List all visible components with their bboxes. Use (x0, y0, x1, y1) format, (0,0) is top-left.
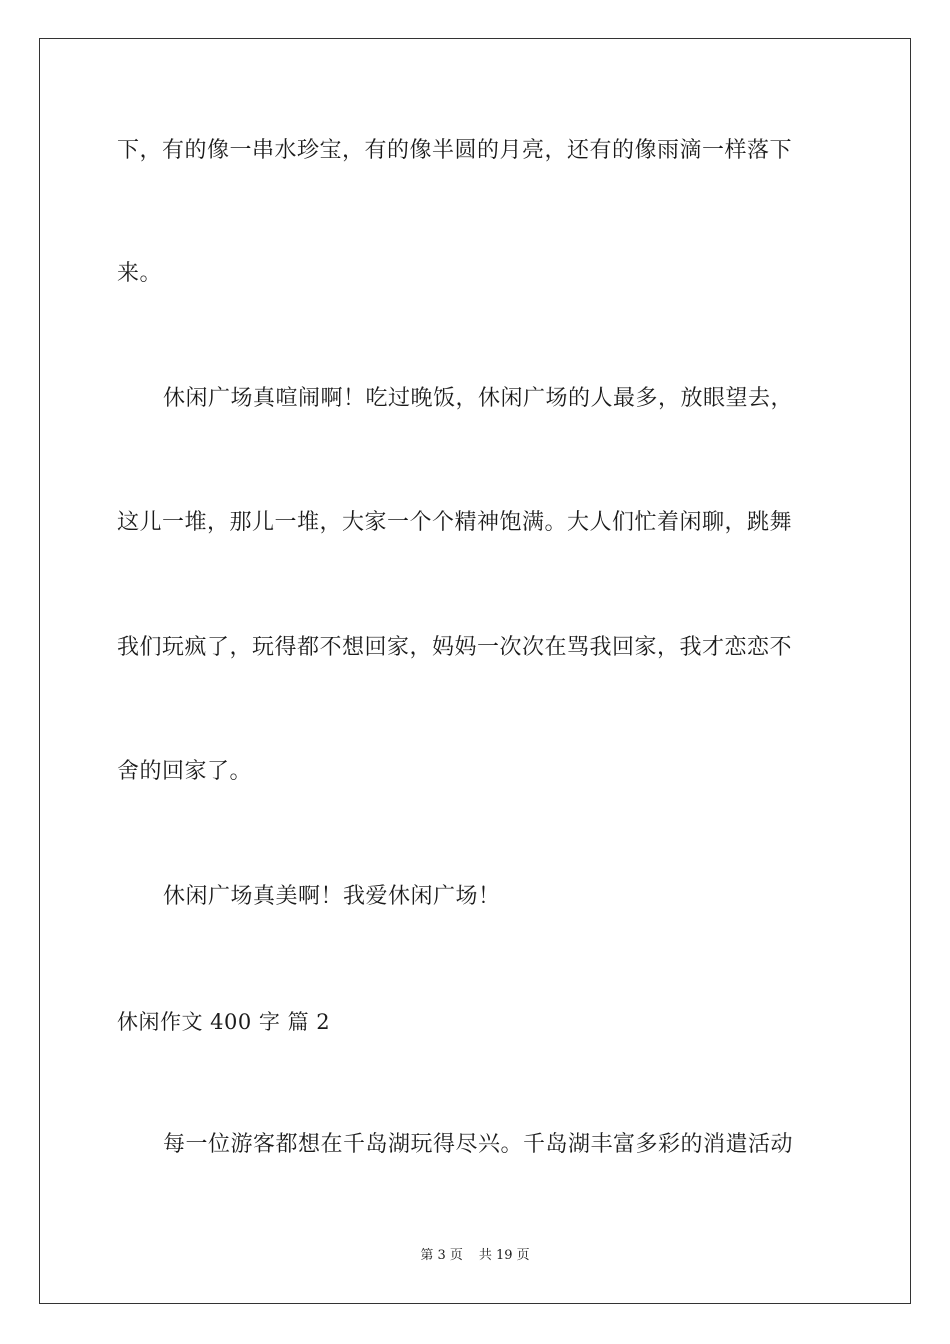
page-number-total: 共 19 页 (478, 1248, 530, 1263)
page-footer (0, 1247, 950, 1265)
paragraph-line: 休闲广场真美啊！我爱休闲广场！ (163, 884, 501, 909)
section-heading: 休闲作文 400 字 篇 2 (117, 1010, 331, 1034)
paragraph-line: 这儿一堆，那儿一堆，大家一个个精神饱满。大人们忙着闲聊，跳舞 (117, 510, 793, 535)
paragraph-line: 休闲广场真喧闹啊！吃过晚饭，休闲广场的人最多，放眼望去， (163, 386, 794, 411)
page-number-current: 第 3 页 (420, 1248, 463, 1263)
paragraph-line: 下，有的像一串水珍宝，有的像半圆的月亮，还有的像雨滴一样落下 (117, 138, 793, 163)
paragraph-line: 每一位游客都想在千岛湖玩得尽兴。千岛湖丰富多彩的消遣活动 (163, 1132, 794, 1157)
paragraph-line: 我们玩疯了，玩得都不想回家，妈妈一次次在骂我回家，我才恋恋不 (117, 635, 793, 660)
page-border (39, 38, 911, 1304)
paragraph-line: 舍的回家了。 (117, 759, 253, 784)
paragraph-line: 来。 (117, 261, 163, 286)
